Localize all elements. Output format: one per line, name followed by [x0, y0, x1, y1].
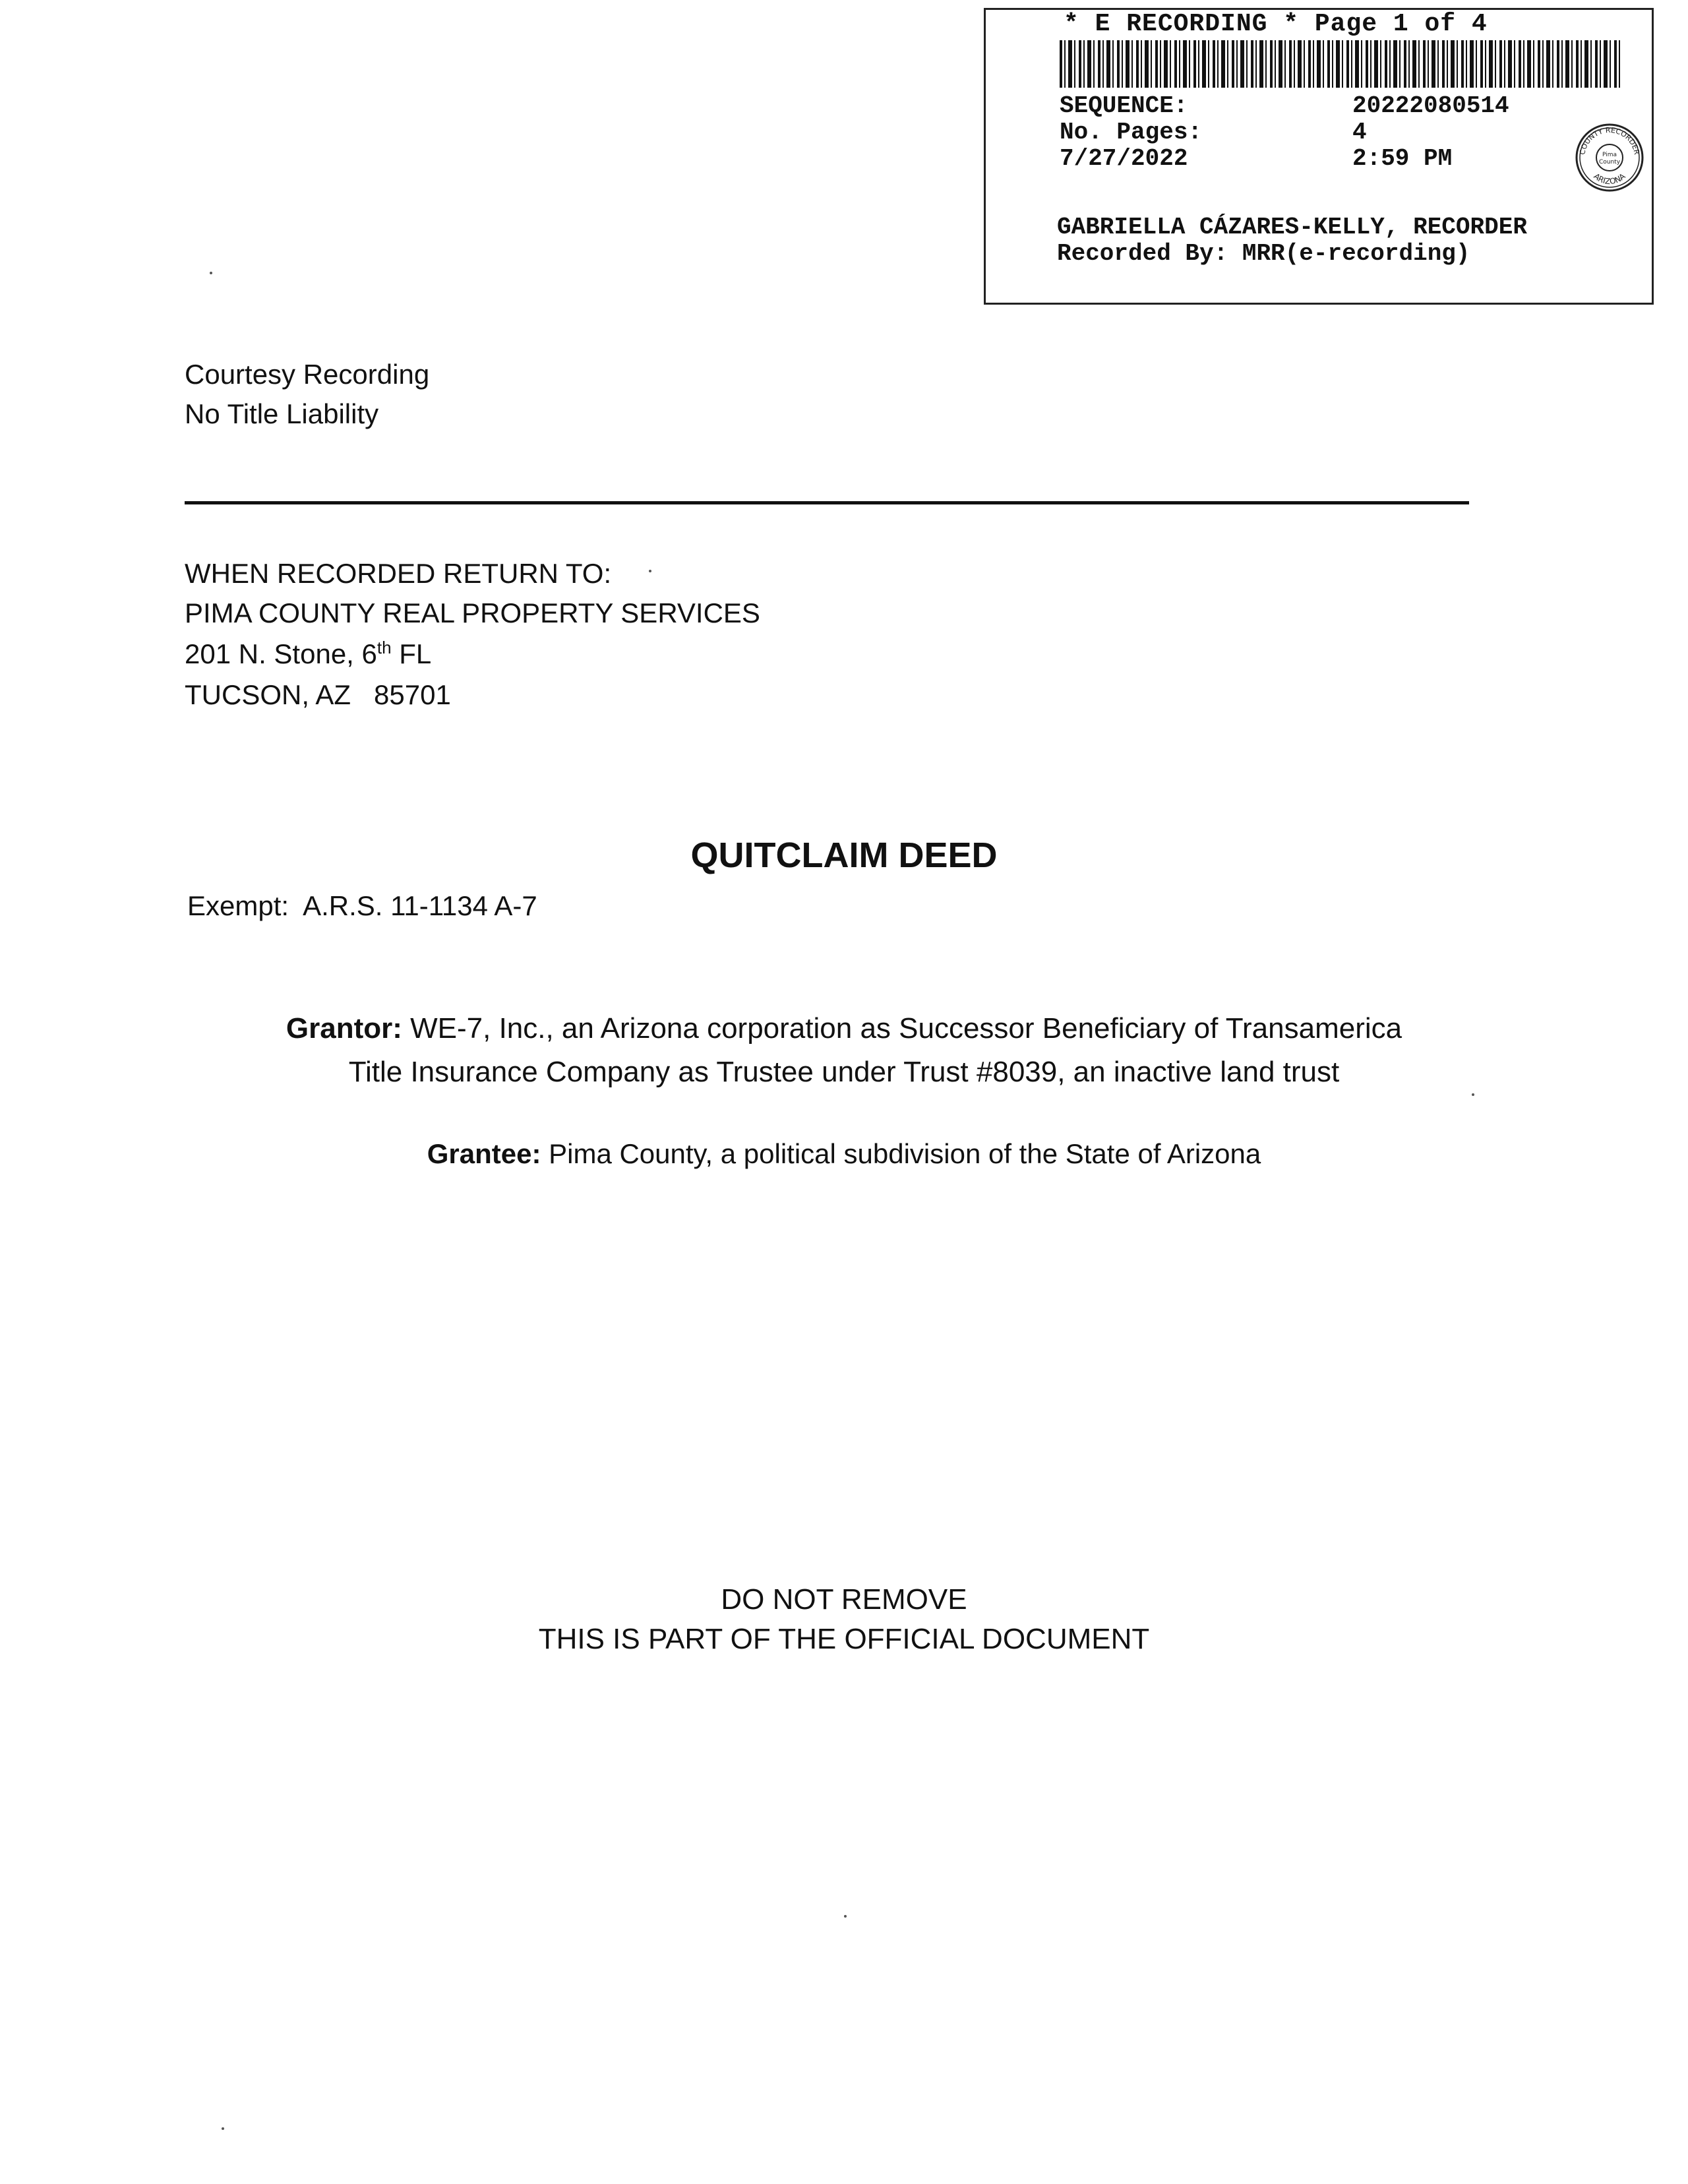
grantee-line: Grantee: Pima County, a political subdivision of the State of Arizona — [427, 1138, 1261, 1169]
notice-line-2: THIS IS PART OF THE OFFICIAL DOCUMENT — [538, 1623, 1150, 1655]
barcode — [1060, 40, 1621, 88]
seal-center-1: Pima — [1602, 152, 1617, 158]
grantor-label: Grantor: — [286, 1012, 402, 1045]
divider-rule — [185, 501, 1469, 504]
stamp-header: * E RECORDING * Page 1 of 4 — [1064, 10, 1488, 38]
courtesy-line-2: No Title Liability — [185, 398, 379, 429]
scan-speck — [210, 272, 212, 274]
record-time: 2:59 PM — [1352, 145, 1453, 172]
pages-value: 4 — [1352, 119, 1367, 146]
seal-top-text: COUNTY RECORDER — [1578, 125, 1641, 156]
sequence-label: SEQUENCE: — [1060, 92, 1188, 119]
courtesy-line-1: Courtesy Recording — [185, 359, 430, 390]
sequence-value: 20222080514 — [1352, 92, 1509, 119]
county-seal-icon — [1574, 122, 1645, 193]
recorder-name: GABRIELLA CÁZARES-KELLY, RECORDER — [1057, 214, 1527, 241]
scan-speck — [1472, 1093, 1474, 1096]
page-title: QUITCLAIM DEED — [690, 835, 998, 875]
notice-line-1: DO NOT REMOVE — [721, 1583, 967, 1616]
grantee-label: Grantee: — [427, 1138, 541, 1169]
seal-center-2: County — [1598, 159, 1621, 166]
recorder-stamp — [984, 8, 1654, 305]
seal-bottom-text: ARIZONA — [1592, 171, 1627, 187]
grantor-line-2: Title Insurance Company as Trustee under Trust #8039, an inactive land trust — [348, 1056, 1340, 1088]
grantor-line-1: Grantor: WE-7, Inc., an Arizona corporation as Successor Beneficiary of Transamerica — [286, 1012, 1402, 1045]
exempt-line: Exempt: A.R.S. 11-1134 A-7 — [187, 890, 537, 921]
return-org: PIMA COUNTY REAL PROPERTY SERVICES — [185, 597, 760, 628]
scan-speck — [222, 2127, 224, 2130]
scan-speck — [649, 570, 651, 572]
return-city: TUCSON, AZ 85701 — [185, 679, 451, 710]
return-street: 201 N. Stone, 6th FL — [185, 638, 432, 669]
record-date: 7/27/2022 — [1060, 145, 1188, 172]
return-heading: WHEN RECORDED RETURN TO: — [185, 558, 612, 589]
pages-label: No. Pages: — [1060, 119, 1203, 146]
recorded-by: Recorded By: MRR(e-recording) — [1057, 240, 1470, 267]
scan-speck — [844, 1915, 847, 1918]
